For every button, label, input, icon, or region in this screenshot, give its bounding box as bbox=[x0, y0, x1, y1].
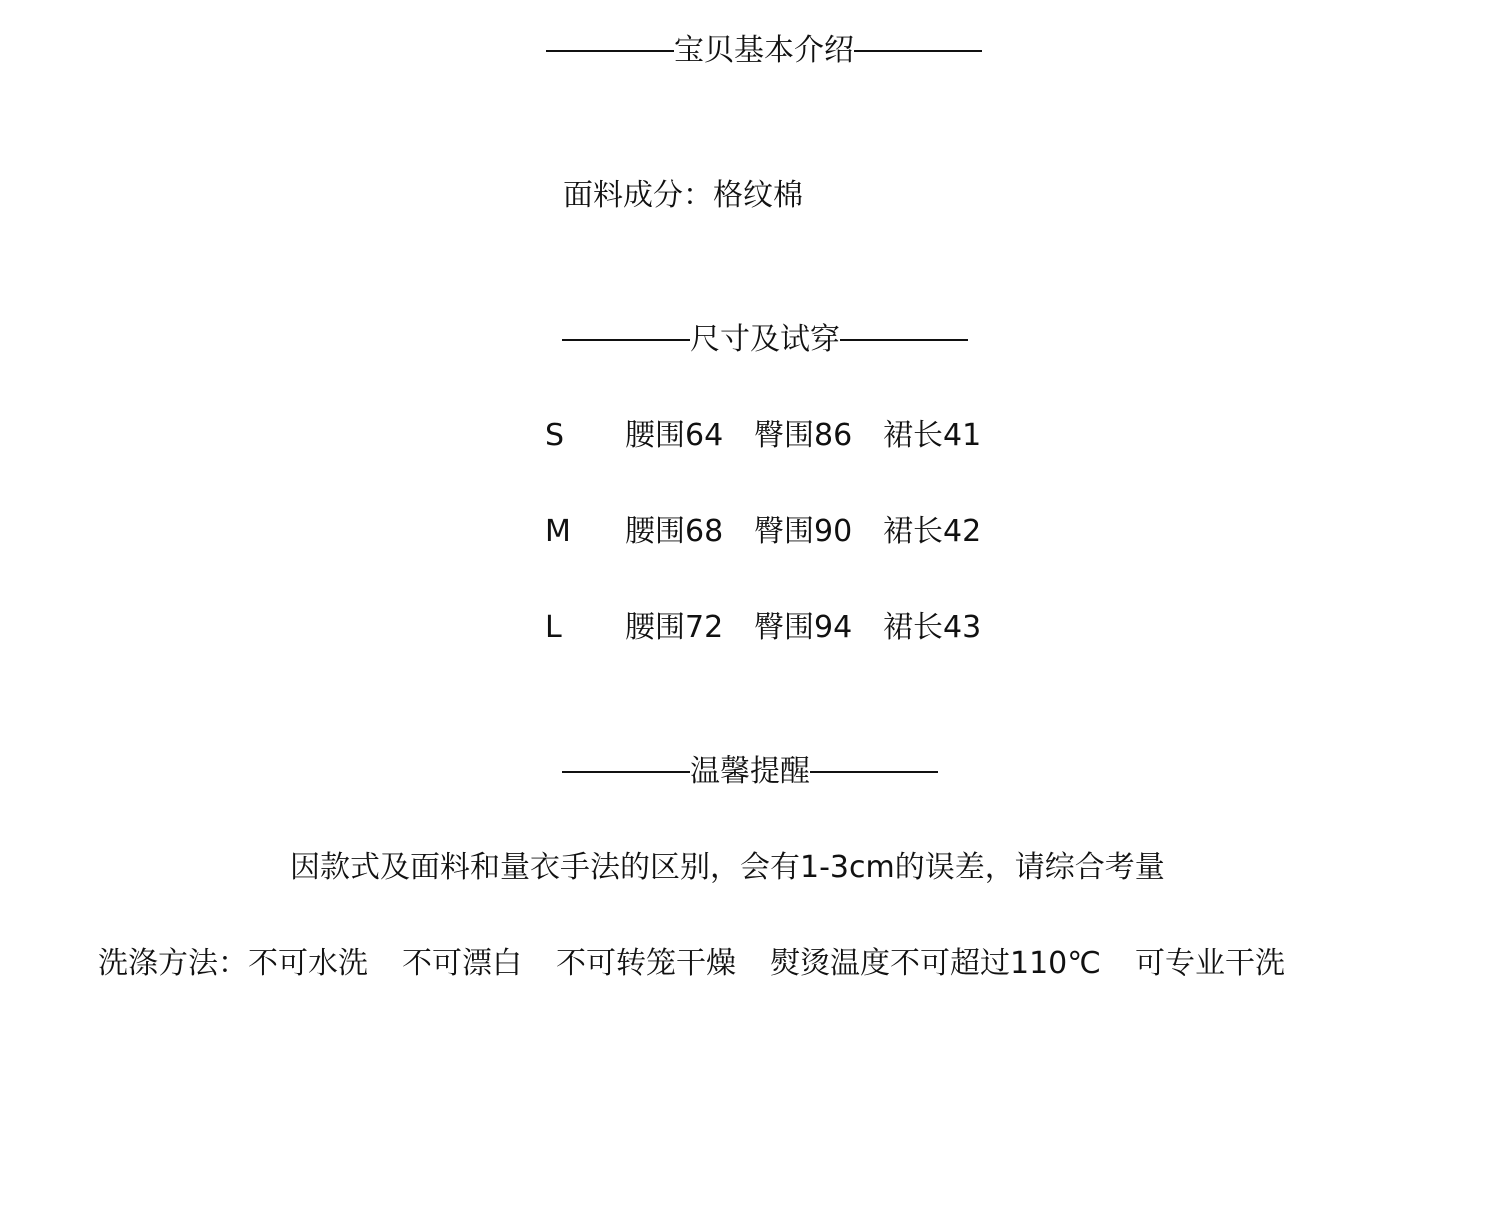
wash-item-no-bleach: 不可漂白 bbox=[402, 946, 522, 981]
size-row-m bbox=[545, 514, 1003, 550]
wash-item-no-tumble-dry: 不可转笼干燥 bbox=[556, 946, 736, 981]
skirt-length-measure: 裙长42 bbox=[883, 514, 982, 549]
washing-label: 洗涤方法： bbox=[98, 946, 248, 981]
size-label: M bbox=[545, 514, 571, 549]
wash-item-no-water: 不可水洗 bbox=[248, 946, 368, 981]
size-row-s bbox=[545, 418, 1003, 454]
measurement-error-note: 因款式及面料和量衣手法的区别，会有1-3cm的误差，请综合考量 bbox=[290, 850, 1165, 885]
heading-rule-right bbox=[854, 50, 982, 52]
heading-basic-intro-text: 宝贝基本介绍 bbox=[674, 33, 854, 68]
waist-measure: 腰围68 bbox=[625, 514, 724, 549]
heading-rule-left bbox=[546, 50, 674, 52]
skirt-length-measure: 裙长41 bbox=[883, 418, 982, 453]
hip-measure: 臀围94 bbox=[754, 610, 853, 645]
fabric-composition: 面料成分：格纹棉 bbox=[563, 178, 803, 213]
heading-rule-left bbox=[562, 771, 690, 773]
washing-instructions bbox=[98, 946, 1285, 982]
waist-measure: 腰围64 bbox=[625, 418, 724, 453]
skirt-length-measure: 裙长43 bbox=[883, 610, 982, 645]
heading-warm-reminder bbox=[562, 754, 938, 790]
hip-measure: 臀围86 bbox=[754, 418, 853, 453]
heading-rule-right bbox=[810, 771, 938, 773]
hip-measure: 臀围90 bbox=[754, 514, 853, 549]
size-label: S bbox=[545, 418, 565, 453]
size-row-l bbox=[545, 610, 1003, 646]
waist-measure: 腰围72 bbox=[625, 610, 724, 645]
heading-size-fitting bbox=[562, 322, 968, 358]
heading-rule-right bbox=[840, 339, 968, 341]
wash-item-dry-clean: 可专业干洗 bbox=[1134, 946, 1285, 981]
heading-size-fitting-text: 尺寸及试穿 bbox=[690, 322, 840, 357]
wash-item-iron-temp: 熨烫温度不可超过110℃ bbox=[770, 946, 1101, 981]
size-label: L bbox=[545, 610, 562, 645]
heading-warm-reminder-text: 温馨提醒 bbox=[690, 754, 810, 789]
heading-basic-intro bbox=[546, 33, 982, 69]
heading-rule-left bbox=[562, 339, 690, 341]
